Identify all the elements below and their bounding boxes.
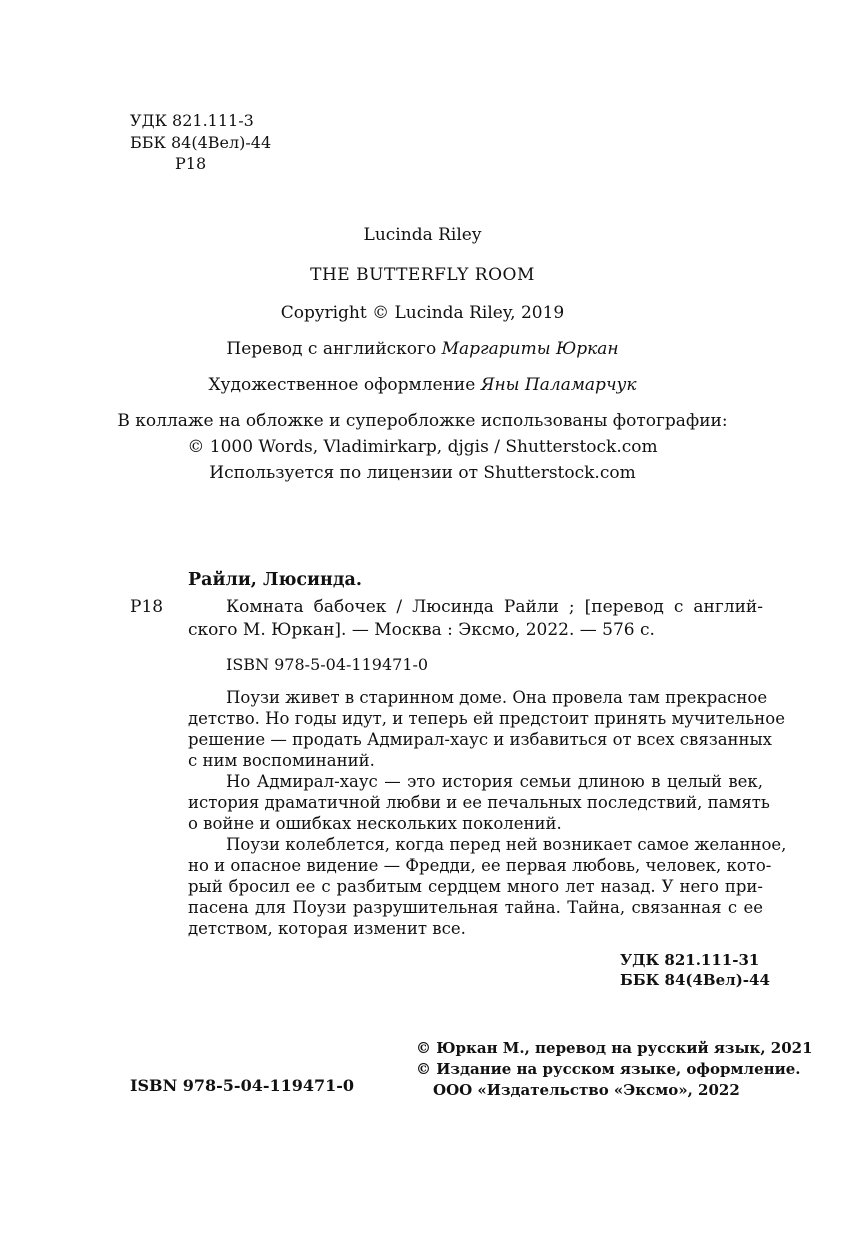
abstract-line: Но Адмирал-хаус — это история семьи длиною в целый век,: [226, 772, 763, 791]
catalog-line-1: Комната бабочек / Люсинда Райли ; [перевод с англий-: [226, 597, 763, 617]
abstract-line: решение — продать Адмирал-хаус и избавиться от всех связанных: [188, 730, 772, 749]
translator-name: Маргариты Юркан: [441, 339, 619, 359]
original-title: THE BUTTERFLY ROOM: [310, 265, 535, 285]
abstract-line: рый бросил ее с разбитым сердцем много лет назад. У него при-: [188, 877, 763, 896]
bbk-code: ББК 84(4Вел)-44: [130, 133, 272, 152]
design-credit: [0, 372, 845, 408]
copyright-edition: © Издание на русском языке, оформление.: [416, 1060, 801, 1078]
original-author: Lucinda Riley: [363, 225, 482, 245]
catalog-isbn: ISBN 978-5-04-119471-0: [226, 655, 429, 674]
abstract-line: детством, которая изменит все.: [188, 919, 466, 938]
abstract-line: но и опасное видение — Фредди, ее первая любовь, человек, кото-: [188, 856, 772, 875]
footer-bbk: ББК 84(4Вел)-44: [620, 971, 770, 989]
design-prefix: Художественное оформление: [208, 375, 476, 395]
abstract-line: пасена для Поузи разрушительная тайна. Тайна, связанная с ее: [188, 898, 763, 917]
abstract-line: с ним воспоминаний.: [188, 751, 375, 770]
photo-credit-line-2: © 1000 Words, Vladimirkarp, djgis / Shutterstock.com: [187, 437, 658, 457]
translation-prefix: Перевод с английского: [226, 339, 437, 359]
abstract-line: детство. Но годы идут, и теперь ей предстоит принять мучительное: [188, 709, 785, 728]
abstract-line: Поузи колеблется, когда перед ней возникает самое желанное,: [226, 835, 787, 854]
footer-udk: УДК 821.111-31: [620, 951, 760, 969]
abstract-line: о войне и ошибках нескольких поколений.: [188, 814, 562, 833]
copyright-publisher: ООО «Издательство «Эксмо», 2022: [433, 1081, 740, 1099]
abstract-line: история драматичной любви и ее печальных последствий, память: [188, 793, 770, 812]
catalog-line-2: ского М. Юркан]. — Москва : Эксмо, 2022. — 576 с.: [188, 620, 655, 640]
original-edition-block: [0, 222, 845, 486]
udk-code: УДК 821.111-3: [130, 111, 254, 130]
photo-credit-line-1: В коллаже на обложке и суперобложке использованы фотографии:: [117, 411, 728, 431]
translation-credit: [0, 336, 845, 372]
abstract-line: Поузи живет в старинном доме. Она провела там прекрасное: [226, 688, 768, 707]
copyright-translation: © Юркан М., перевод на русский язык, 2021: [416, 1039, 813, 1057]
original-copyright: Copyright © Lucinda Riley, 2019: [280, 303, 565, 323]
photo-credit-line-3: Используется по лицензии от Shutterstock.com: [209, 463, 636, 483]
bottom-isbn: ISBN 978-5-04-119471-0: [130, 1076, 355, 1095]
catalog-mark: Р18: [130, 597, 164, 617]
catalog-heading: Райли, Люсинда.: [188, 570, 362, 590]
author-mark: Р18: [175, 154, 207, 173]
designer-name: Яны Паламарчук: [480, 375, 637, 395]
